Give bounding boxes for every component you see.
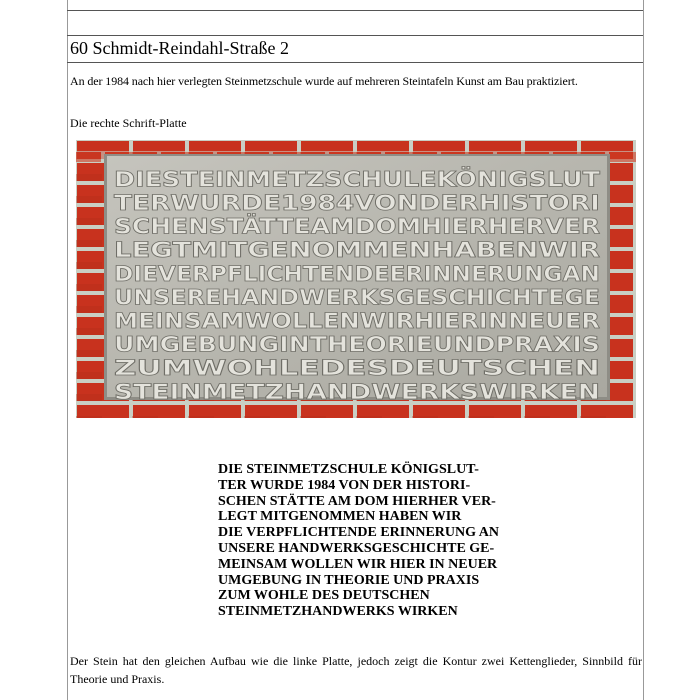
- inscription-transcription: [218, 462, 499, 620]
- title-rule-top: [67, 35, 643, 36]
- transcription-line: LEGT MITGENOMMEN HABEN WIR: [218, 509, 462, 525]
- footer-text: Der Stein hat den gleichen Aufbau wie die linke Platte, jedoch zeigt die Kontur zwei Kettenglieder, Sinnbild für Theorie und Praxis.: [70, 654, 642, 686]
- transcription-line: STEINMETZHANDWERKS WIRKEN: [218, 604, 458, 620]
- engraved-line: LEGTMITGENOMMENHABENWIR: [114, 238, 600, 263]
- transcription-line: TER WURDE 1984 VON DER HISTORI-: [218, 477, 471, 493]
- inscription-photo: [76, 140, 636, 418]
- engraved-line: SCHENSTÄTTEAMDOMHIERHERVER: [114, 214, 525, 239]
- transcription-line: UNSERE HANDWERKSGESCHICHTE GE-: [218, 540, 495, 556]
- intro-text: An der 1984 nach hier verlegten Steinmetzschule wurde auf mehreren Steintafeln Kunst am Bau praktiziert.: [70, 74, 578, 88]
- engraved-line: MEINSAMWOLLENWIRHIERINNEUER: [114, 308, 600, 333]
- engraved-line: UMGEBUNGINTHEORIEUNDPRAXIS: [114, 332, 600, 357]
- engraved-line: DIESTEINMETZSCHULEKÖNIGSLUT: [114, 167, 516, 192]
- transcription-line: DIE STEINMETZSCHULE KÖNIGSLUT-: [218, 462, 479, 477]
- transcription-line: ZUM WOHLE DES DEUTSCHEN: [218, 588, 430, 604]
- transcription-line: UMGEBUNG IN THEORIE UND PRAXIS: [218, 572, 480, 588]
- top-rule: [67, 10, 643, 11]
- engraved-line: UNSEREHANDWERKSGESCHICHTEGE: [114, 285, 600, 310]
- title-rule-bottom: [67, 62, 643, 63]
- engraved-line: DIEVERPFLICHTENDEERINNERUNGAN: [114, 261, 600, 286]
- transcription-line: DIE VERPFLICHTENDE ERINNERUNG AN: [218, 525, 499, 541]
- transcription-line: SCHEN STÄTTE AM DOM HIERHER VER-: [218, 493, 496, 509]
- engraved-line: STEINMETZHANDWERKSWIRKEN: [114, 379, 600, 404]
- page-title: 60 Schmidt-Reindahl-Straße 2: [70, 38, 289, 58]
- engraved-line: TERWURDE1984VONDERHISTORI: [114, 190, 600, 215]
- transcription-line: MEINSAM WOLLEN WIR HIER IN NEUER: [218, 556, 498, 572]
- photo-caption: Die rechte Schrift-Platte: [70, 116, 187, 130]
- engraved-line: ZUMWOHLEDESDEUTSCHEN: [114, 356, 600, 381]
